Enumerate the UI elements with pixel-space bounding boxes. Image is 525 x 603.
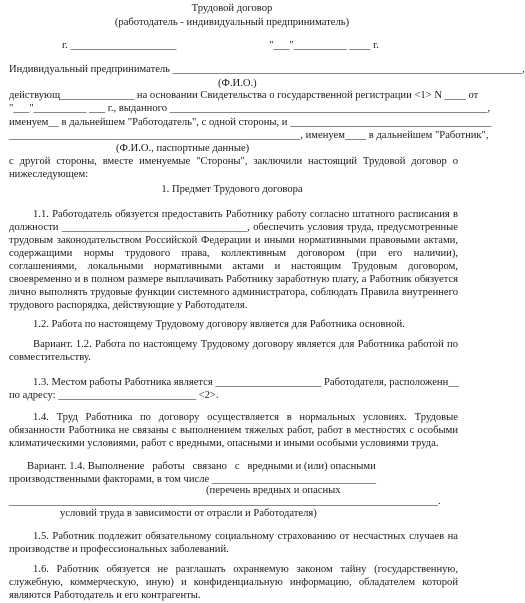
- clause-1-2-variant-line-2: совместительству.: [9, 352, 91, 363]
- clause-1-4-variant-line-2: производственными факторами, в том числе _______________________________: [9, 474, 377, 485]
- clause-1-1-line-7: лично выполнять трудовые функции системного администратора, соблюдать Правила внутреннего: [9, 287, 458, 298]
- clause-1-3-line-1: 1.3. Местом работы Работника является ____________________ Работодателя, расположенн__: [33, 377, 459, 388]
- parties-line-2: действующ______________ на основании Свидетельства о государственной регистрации <1> N ____ от: [9, 90, 479, 101]
- clause-1-5-line-1: 1.5. Работник подлежит обязательному социальному страхованию от несчастных случаев на: [33, 531, 458, 542]
- parties-line-7: нижеследующем:: [9, 169, 89, 180]
- clause-1-4-line-3: климатическими условиями, работ с вредными, опасными и иными особыми условиями труда.: [9, 438, 439, 449]
- clause-1-4-line-2: обязанности Работника не связаны с выполнением тяжелых работ, работ в местностях с особыми: [9, 425, 458, 436]
- parties-line-4: именуем__ в дальнейшем "Работодатель", с одной стороны, и ______________________________________: [9, 117, 492, 128]
- clause-1-4-variant-line-1: Вариант. 1.4. Выполнение работы связано с вредными и (или) опасными: [27, 461, 376, 472]
- clause-1-1-line-3: трудовым законодательством Российской Федерации и иными нормативными правовыми актами,: [9, 235, 458, 246]
- clause-1-1-line-1: 1.1. Работодатель обязуется предоставить Работнику работу согласно штатного расписания в: [33, 209, 458, 220]
- section-1-title: 1. Предмет Трудового договора: [161, 184, 303, 195]
- document-title: Трудовой договор: [191, 3, 273, 14]
- clause-1-6-line-1: 1.6. Работник обязуется не разглашать охраняемую законом тайну (государственную,: [33, 564, 458, 575]
- parties-line-1: Индивидуальный предприниматель __________________________________________________________________,: [9, 64, 525, 75]
- parties-passport-caption: (Ф.И.О., паспортные данные): [116, 143, 250, 154]
- clause-1-5-line-2: производстве и профессиональных заболеваний.: [9, 544, 229, 555]
- clause-1-2-variant-line-1: Вариант. 1.2. Работа по настоящему Трудовому договору является для Работника работой по: [33, 339, 458, 350]
- parties-fio-caption: (Ф.И.О.): [218, 78, 257, 89]
- clause-1-1-line-6: своевременно и в полном размере выплачивать Работнику заработную плату, а Работник обязуется: [9, 274, 458, 285]
- clause-1-3-line-2: по адресу: __________________________ <2>.: [9, 390, 219, 401]
- clause-1-1-line-8: трудового распорядка, действующие у Работодателя.: [9, 300, 248, 311]
- clause-1-4-variant-caption-1: (перечень вредных и опасных: [206, 485, 341, 496]
- clause-1-1-line-4: содержащими нормы трудового права, коллективным договором (при его наличии),: [9, 248, 458, 259]
- clause-1-4-variant-caption-2: условий труда в зависимости от отрасли и Работодателя): [60, 508, 317, 519]
- parties-line-6: с другой стороны, вместе именуемые "Стороны", заключили настоящий Трудовой договор о: [9, 156, 458, 167]
- clause-1-6-line-2: служебную, коммерческую, иную) и конфиденциальную информацию, обладателем которой: [9, 577, 458, 588]
- clause-1-1-line-2: должности ___________________________________, обеспечить условия труда, предусмотренные: [9, 222, 458, 233]
- parties-line-5: _______________________________________________________, именуем____ в дальнейшем "Работник",: [9, 130, 489, 141]
- document-subtitle: (работодатель - индивидуальный предприниматель): [114, 17, 350, 28]
- clause-1-4-line-1: 1.4. Труд Работника по договору осуществляется в нормальных условиях. Трудовые: [33, 412, 458, 423]
- parties-line-3: "___"__________ ___ г., выданного ____________________________________________________________,: [9, 103, 491, 114]
- clause-1-6-line-3: являются Работодатель и его контрагенты.: [9, 590, 201, 601]
- clause-1-1-line-5: соглашениями, локальными нормативными актами и настоящим Трудовым договором,: [9, 261, 458, 272]
- clause-1-4-variant-line-3: _________________________________________________________________________________.: [9, 496, 441, 507]
- clause-1-2: 1.2. Работа по настоящему Трудовому договору является для Работника основной.: [33, 319, 405, 330]
- place-date-line: г. ____________________ "___"__________ ____ г.: [62, 40, 379, 51]
